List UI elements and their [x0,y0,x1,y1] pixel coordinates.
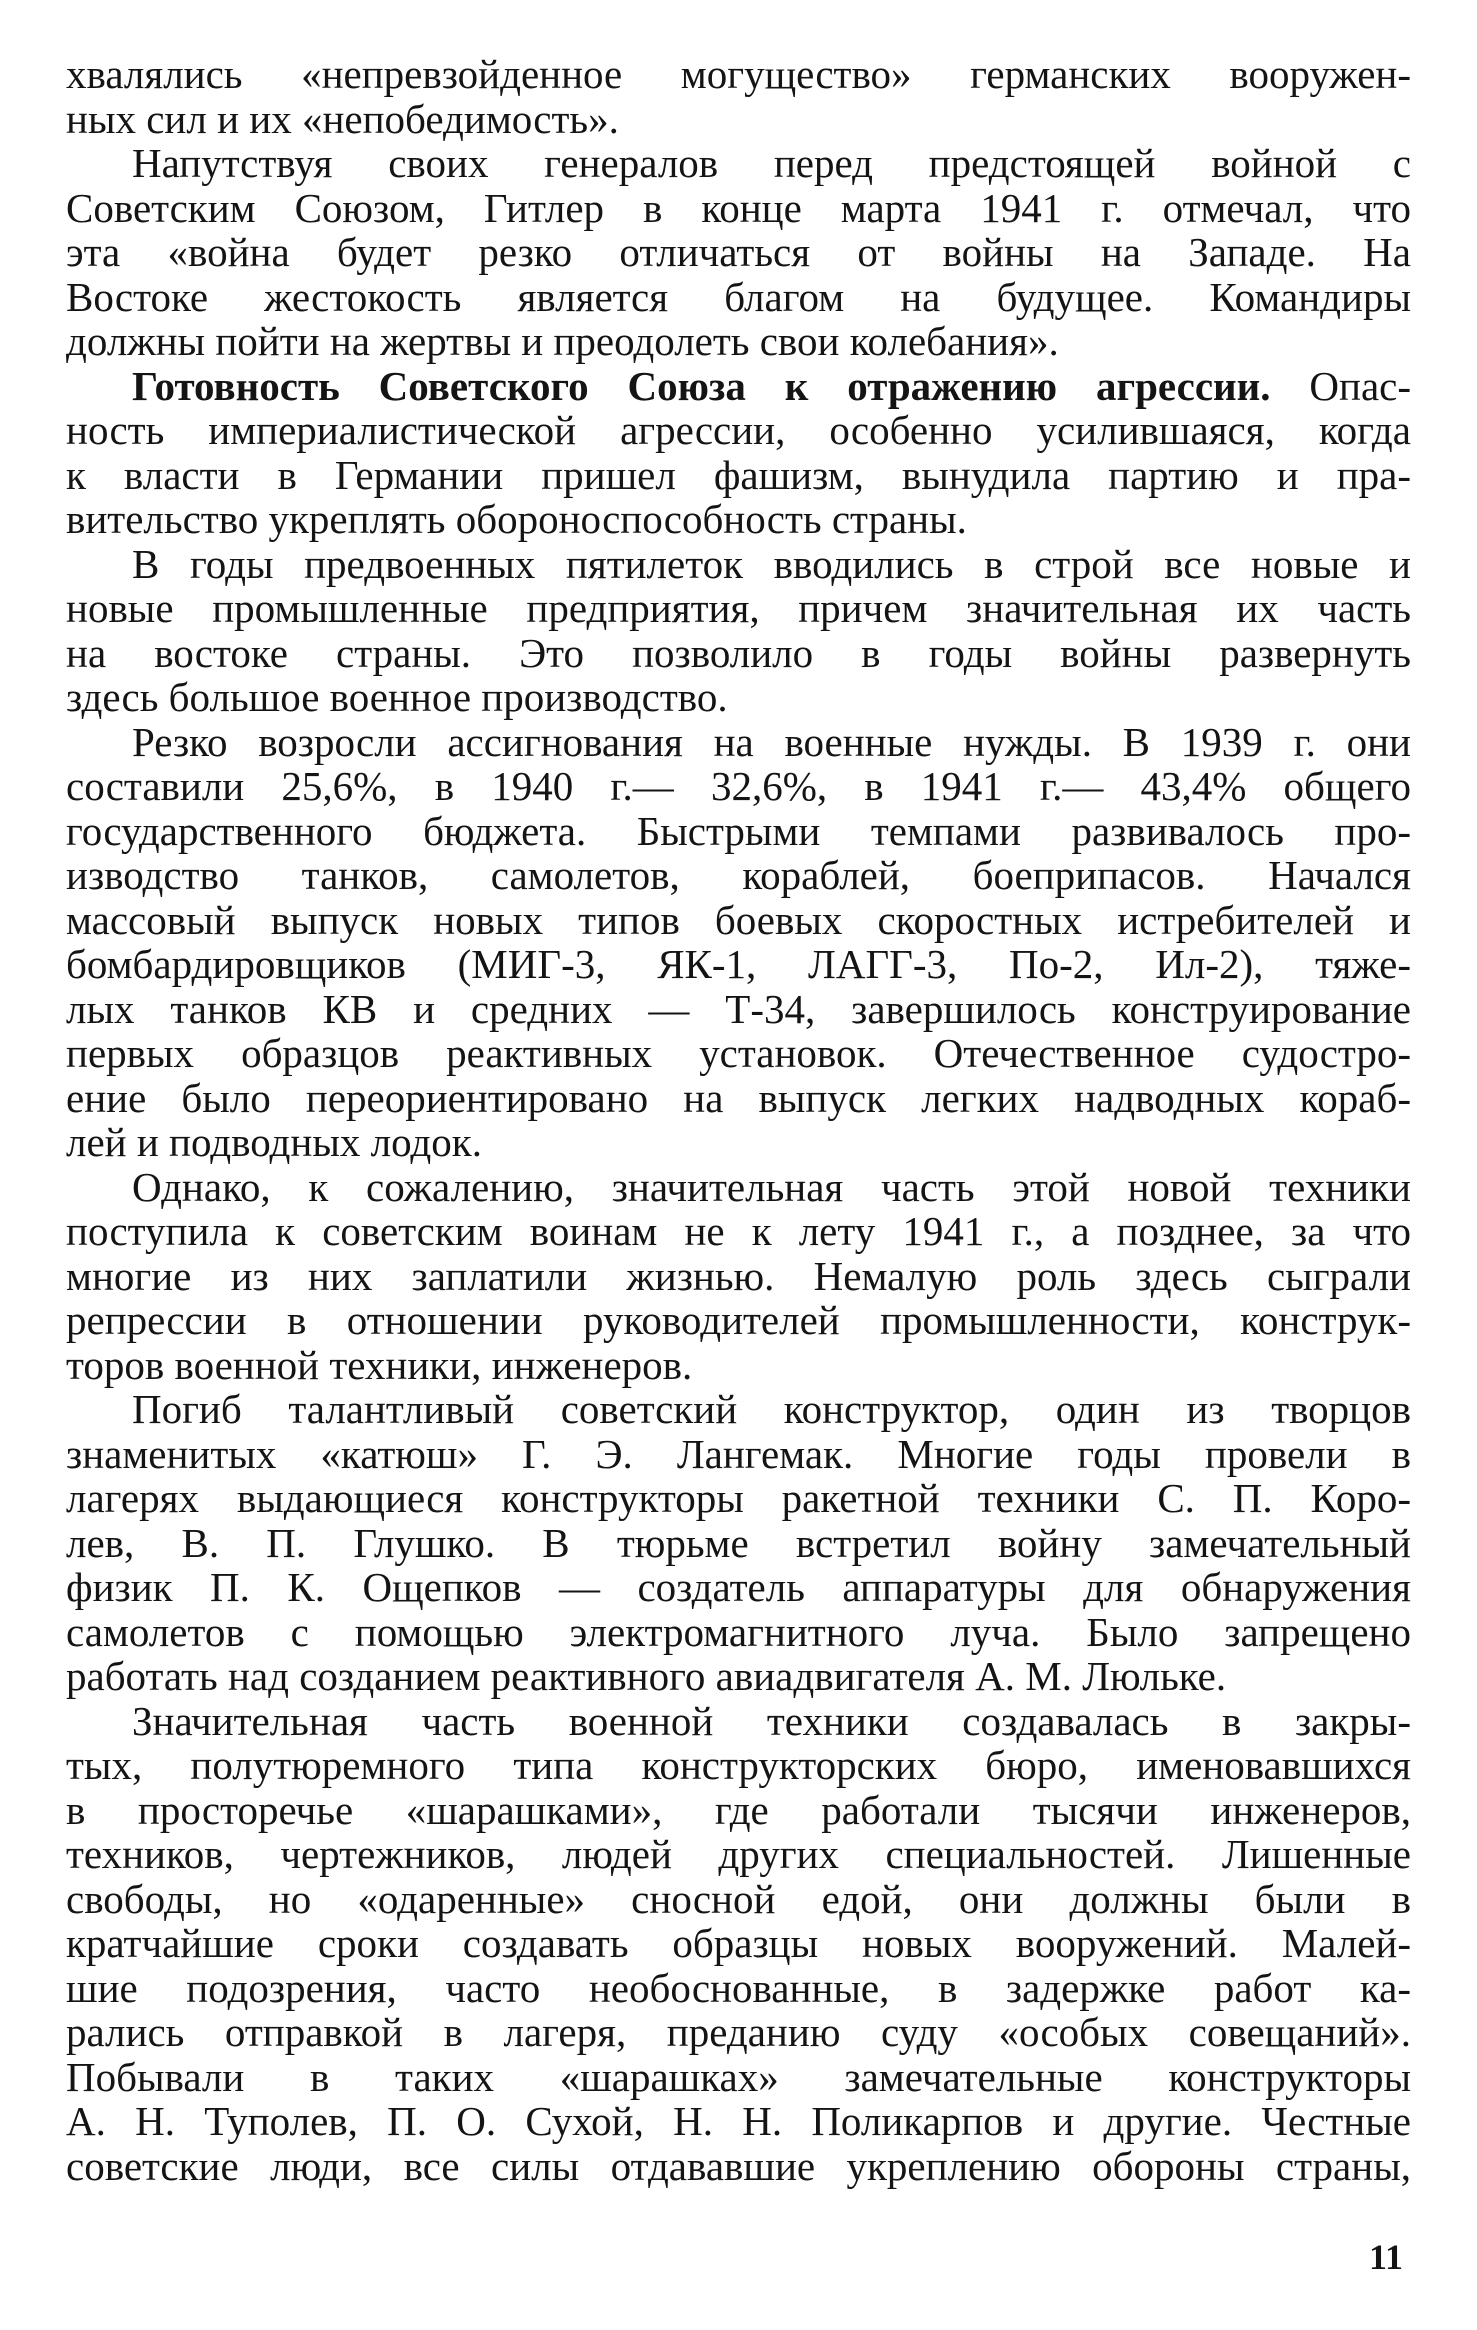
text-line: здесь большое военное производство. [66,674,728,720]
text-line: массовый выпуск новых типов боевых скоростных истребителей и [66,896,1411,943]
page-number: 11 [1368,2237,1403,2277]
text-line: составили 25,6%, в 1940 г.— 32,6%, в 1941 г.— 43,4% общего [66,763,1411,809]
text-line: изводство танков, самолетов, кораблей, боеприпасов. Начался [66,852,1411,898]
text-run: Опас- [1309,362,1411,409]
text-line: В годы предвоенных пятилеток вводились в строй все новые и [132,540,1411,587]
text-line: эта «война будет резко отличаться от войны на Западе. На [66,229,1411,275]
text-line: Значительная часть военной техники создавалась в закры- [132,1697,1411,1744]
text-line: в просторечье «шарашками», где работали тысячи инженеров, [66,1786,1411,1833]
text-line: новые промышленные предприятия, причем значительная их часть [66,585,1411,631]
text-line: государственного бюджета. Быстрыми темпами развивалось про- [66,807,1411,854]
text-line: лей и подводных лодок. [66,1119,482,1165]
text-line: свободы, но «одаренные» сносной едой, они должны были в [66,1875,1411,1922]
paragraph [66,1165,1411,1388]
text-line: Побывали в таких «шарашках» замечательные конструкторы [66,2053,1411,2100]
text-line: лев, В. П. Глушко. В тюрьме встретил войну замечательный [66,1519,1411,1566]
text-line: вительство укреплять обороноспособность страны. [66,496,967,542]
text-line: бомбардировщиков (МИГ-3, ЯК-1, ЛАГГ-3, По-2, Ил-2), тяже- [66,941,1411,987]
text-line: знаменитых «катюш» Г. Э. Лангемак. Многие годы провели в [66,1430,1411,1477]
text-line: ение было переориентировано на выпуск легких надводных кораб- [66,1074,1411,1121]
text-line: ных сил и их «непобедимость». [66,95,619,142]
paragraph [66,1387,1411,1699]
text-line: Востоке жестокость является благом на будущее. Командиры [66,273,1411,320]
paragraph [66,720,1411,1165]
text-line: советские люди, все силы отдававшие укреплению обороны страны, [66,2142,1411,2189]
text-line: работать над созданием реактивного авиадвигателя А. М. Люльке. [66,1653,1227,1699]
text-line: самолетов с помощью электромагнитного луча. Было запрещено [66,1608,1411,1655]
text-line: Напутствуя своих генералов перед предстоящей войной с [132,140,1411,186]
page-body [66,52,1411,2188]
paragraph [66,52,1411,141]
text-line: А. Н. Туполев, П. О. Сухой, Н. Н. Поликарпов и другие. Честные [66,2098,1411,2144]
section-heading: Готовность Советского Союза к отражению агрессии. [132,362,1271,409]
text-line: на востоке страны. Это позволило в годы войны развернуть [66,629,1411,676]
text-line: кратчайшие сроки создавать образцы новых вооружений. Малей- [66,1920,1411,1966]
text-line [66,364,1411,409]
paragraph [66,542,1411,720]
text-line: многие из них заплатили жизнью. Немалую роль здесь сыграли [66,1252,1411,1299]
paragraph [66,1699,1411,2189]
paragraph [66,141,1411,364]
text-line: хвалялись «непревзойденное могущество» германских вооружен- [66,51,1411,97]
text-line: ность империалистической агрессии, особенно усилившаяся, когда [66,407,1411,453]
text-line: репрессии в отношении руководителей промышленности, конструк- [66,1297,1411,1343]
text-line: лагерях выдающиеся конструкторы ракетной техники С. П. Коро- [66,1475,1411,1521]
paragraph [66,364,1411,542]
text-line: Погиб талантливый советский конструктор, один из творцов [132,1386,1411,1432]
text-line: к власти в Германии пришел фашизм, вынудила партию и пра- [66,451,1411,498]
text-line: Советским Союзом, Гитлер в конце марта 1941 г. отмечал, что [66,184,1411,231]
text-line: Резко возросли ассигнования на военные нужды. В 1939 г. они [132,718,1411,765]
text-line: техников, чертежников, людей других специальностей. Лишенные [66,1831,1411,1877]
text-line: лых танков КВ и средних — Т-34, завершилось конструирование [66,985,1411,1032]
text-line: торов военной техники, инженеров. [66,1341,693,1388]
text-line: поступила к советским воинам не к лету 1941 г., а позднее, за что [66,1208,1411,1254]
text-line: тых, полутюремного типа конструкторских бюро, именовавшихся [66,1742,1411,1788]
text-line: рались отправкой в лагеря, преданию суду «особых совещаний». [66,2009,1411,2055]
text-line: первых образцов реактивных установок. Отечественное судостро- [66,1030,1411,1076]
text-line: должны пойти на жертвы и преодолеть свои колебания». [66,318,1059,364]
text-line: физик П. К. Ощепков — создатель аппаратуры для обнаружения [66,1564,1411,1610]
text-line: Однако, к сожалению, значительная часть этой новой техники [132,1163,1411,1210]
text-line: шие подозрения, часто необоснованные, в задержке работ ка- [66,1964,1411,2011]
